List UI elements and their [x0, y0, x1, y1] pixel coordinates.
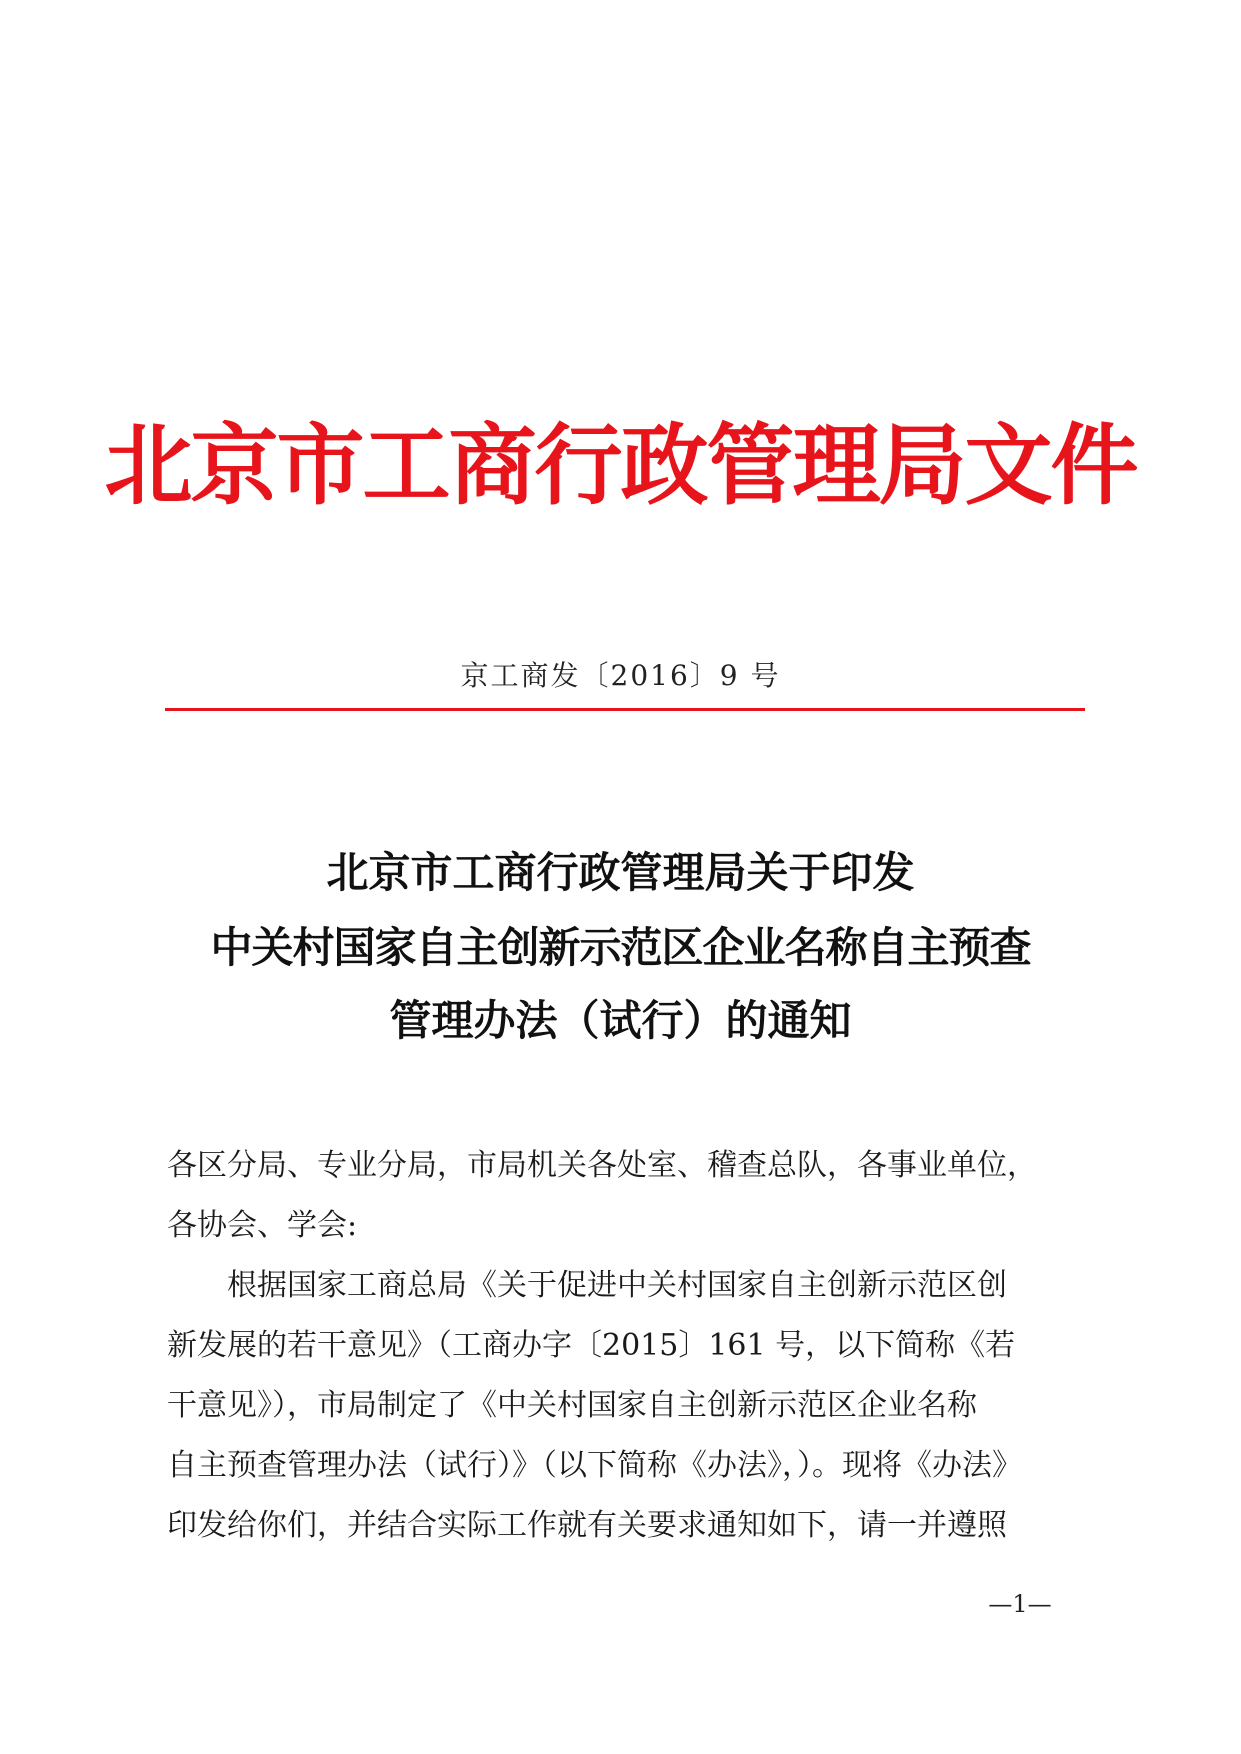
- body-line-6: 自主预查管理办法（试行）》（以下简称《办法》，）。现将《办法》: [167, 1448, 1022, 1483]
- document-title-line-1: 北京市工商行政管理局关于印发: [326, 848, 915, 897]
- document-title-line-2: 中关村国家自主创新示范区企业名称自主预查: [210, 923, 1031, 972]
- body-line-5: 干意见》），市局制定了《中关村国家自主创新示范区企业名称: [167, 1388, 977, 1423]
- page-number: —1—: [988, 1590, 1052, 1618]
- body-line-4: 新发展的若干意见》（工商办字〔2015〕161 号，以下简称《若: [167, 1328, 1016, 1363]
- document-number: 京工商发〔2016〕9 号: [460, 659, 781, 692]
- body-line-2: 各协会、学会:: [167, 1208, 358, 1243]
- red-divider-line: [165, 708, 1085, 711]
- document-masthead: 北京市工商行政管理局文件: [104, 413, 1137, 517]
- document-title-line-3: 管理办法（试行）的通知: [389, 996, 852, 1045]
- body-line-3: 根据国家工商总局《关于促进中关村国家自主创新示范区创: [167, 1268, 1007, 1303]
- body-line-1: 各区分局、专业分局，市局机关各处室、稽查总队，各事业单位，: [167, 1148, 1037, 1183]
- body-line-7: 印发给你们，并结合实际工作就有关要求通知如下，请一并遵照: [167, 1508, 1007, 1543]
